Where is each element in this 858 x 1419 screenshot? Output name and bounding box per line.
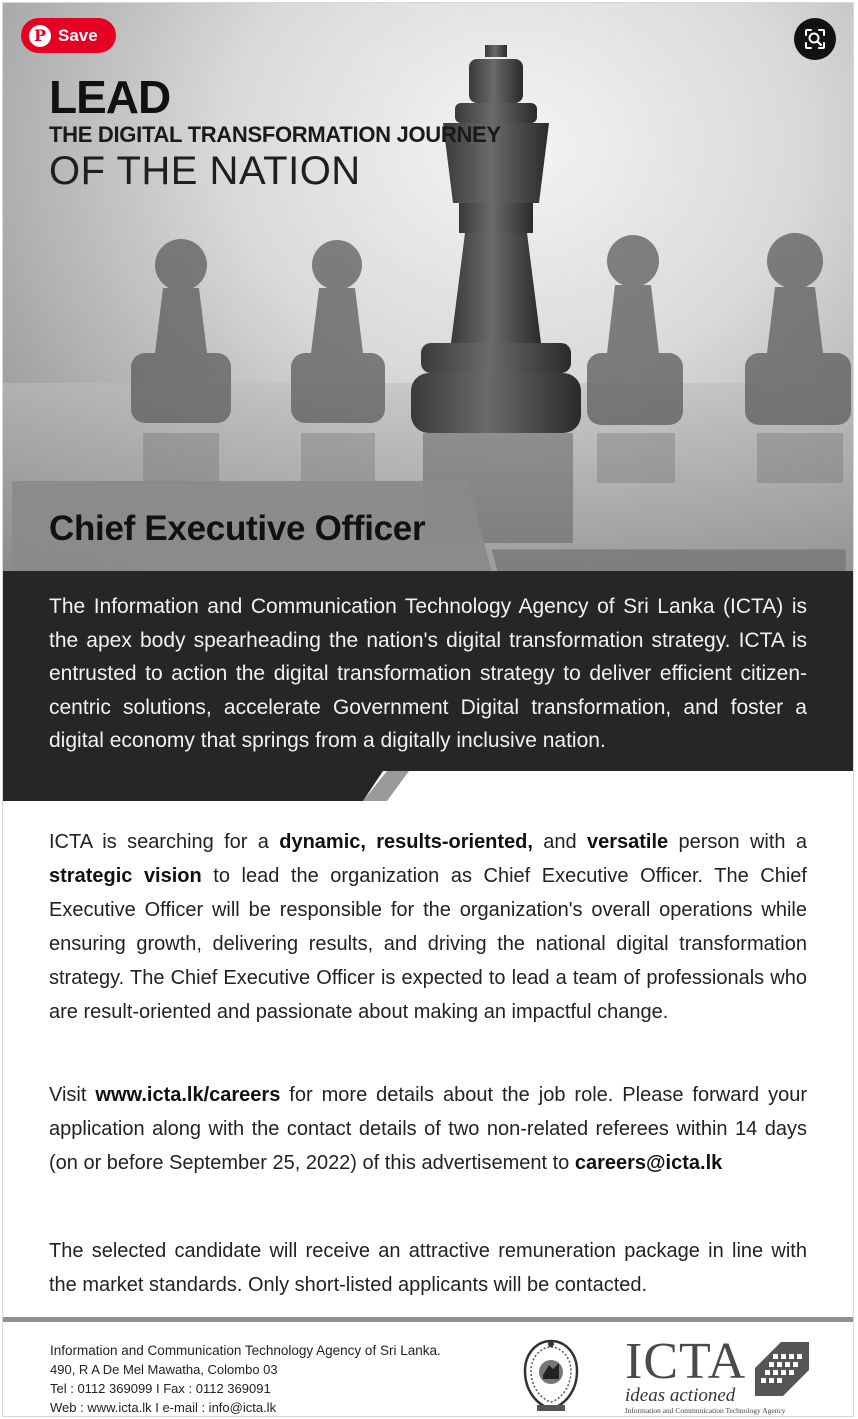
logo-subtitle: Information and Communication Technology Agency	[625, 1406, 786, 1415]
intro-paragraph: The Information and Communication Technology Agency of Sri Lanka (ICTA) is the apex body spearheading the nation's digital transformation strategy. ICTA is entrusted to action the digital transformation strategy to deliver efficient citizen-centric solutions, accelerate Government Digital transformation, and foster a digital economy that springs from a digitally inclusive nation.	[49, 595, 807, 752]
sri-lanka-emblem-icon	[519, 1339, 583, 1415]
body-paragraph-role: ICTA is searching for a dynamic, results-oriented, and versatile person with a strategic vision to lead the organization as Chief Executive Officer. The Chief Executive Officer will be responsible for the organization's overall operations while ensuring growth, delivering results, and driving the national digital transformation strategy. The Chief Executive Officer is expected to lead a team of professionals who are result-oriented and passionate about making an impactful change.	[49, 831, 807, 1023]
save-button[interactable]	[21, 18, 116, 53]
pinterest-icon: P	[29, 25, 51, 47]
visual-search-button[interactable]	[794, 18, 836, 60]
logo-wordmark: ICTA	[625, 1333, 747, 1390]
icta-logo	[623, 1333, 813, 1417]
body-paragraph-remuneration: The selected candidate will receive an attractive remuneration package in line with the market standards. Only short-listed applicants will be contacted.	[49, 1240, 807, 1296]
hero-banner	[3, 3, 854, 573]
footer-address: 490, R A De Mel Mawatha, Colombo 03	[50, 1362, 278, 1377]
advertisement-page	[2, 2, 854, 1417]
lead-heading: LEAD	[49, 71, 171, 123]
visual-search-icon	[803, 27, 827, 51]
footer-web: Web : www.icta.lk I e-mail : info@icta.lk	[50, 1400, 277, 1415]
body-paragraph-apply: Visit www.icta.lk/careers for more details about the job role. Please forward your application along with the contact details of two non-related referees within 14 days (on or before September 25, 2022) of this advertisement to careers@icta.lk	[49, 1084, 807, 1174]
job-title: Chief Executive Officer	[49, 509, 426, 548]
careers-link[interactable]: www.icta.lk/careers	[95, 1084, 281, 1106]
headline	[49, 73, 501, 193]
footer-divider	[3, 1317, 854, 1322]
footer-contact	[50, 1341, 441, 1417]
footer-phone: Tel : 0112 369099 I Fax : 0112 369091	[50, 1381, 271, 1396]
careers-email[interactable]: careers@icta.lk	[574, 1152, 723, 1174]
lead-nation: OF THE NATION	[49, 149, 361, 193]
logo-tagline: ideas actioned	[625, 1385, 736, 1406]
footer-org-name: Information and Communication Technology Agency of Sri Lanka.	[50, 1343, 441, 1358]
icta-pixel-mark-icon	[751, 1338, 811, 1400]
lead-subtitle: THE DIGITAL TRANSFORMATION JOURNEY	[49, 122, 501, 147]
save-label: Save	[58, 25, 98, 45]
